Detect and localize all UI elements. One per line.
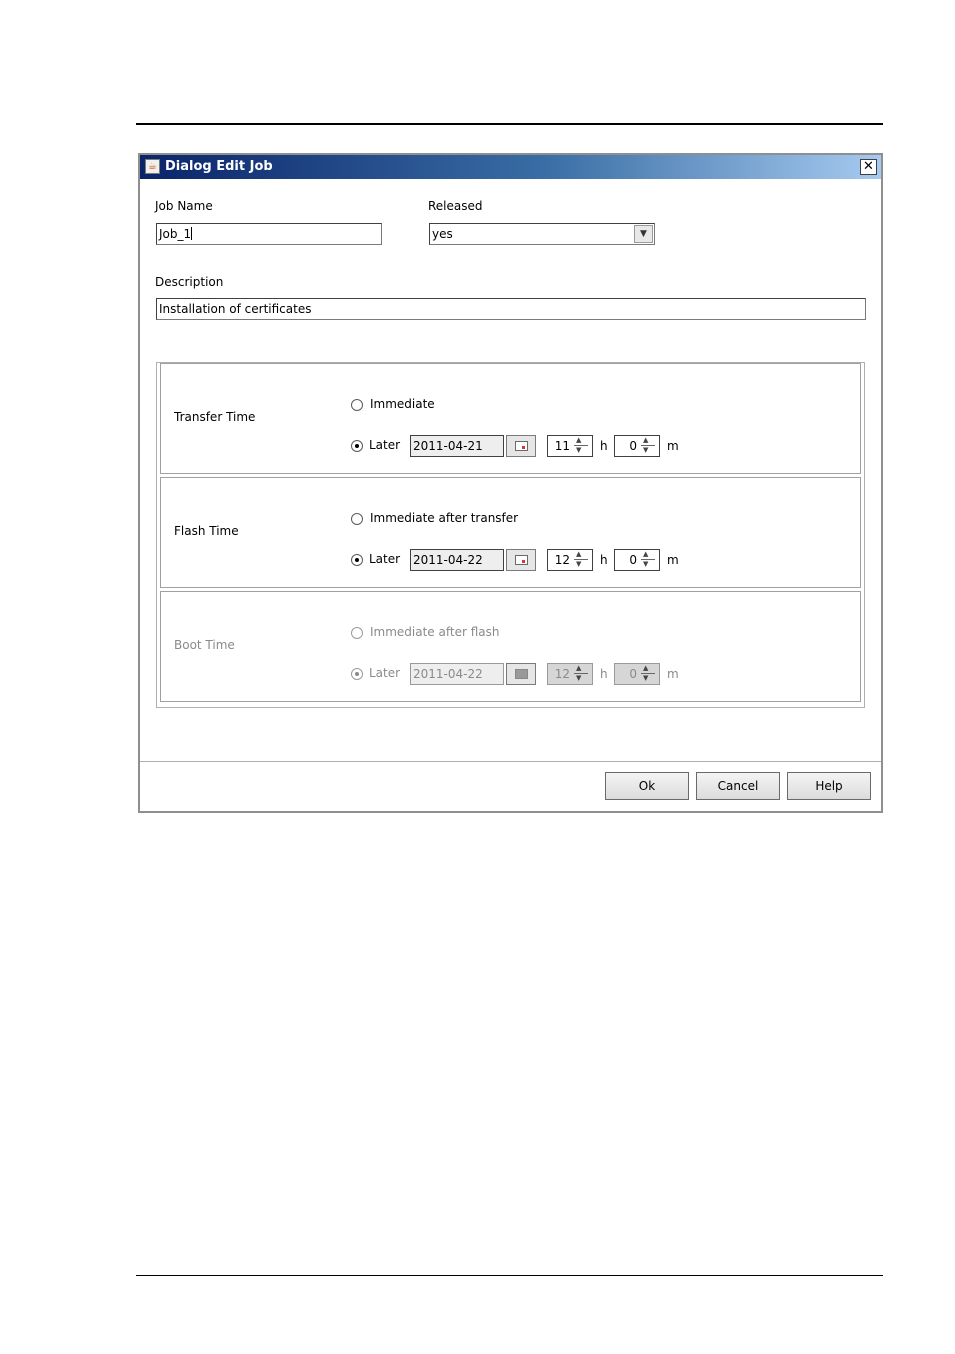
boot-date-field: 2011-04-22 [410, 663, 504, 685]
transfer-immediate-label: Immediate [370, 397, 435, 411]
flash-immediate-radio[interactable] [351, 513, 363, 525]
transfer-hour-value: 11 [554, 439, 570, 453]
flash-immediate-label: Immediate after transfer [370, 511, 519, 525]
boot-hour-value: 12 [554, 667, 570, 681]
hour-unit-label: h [600, 439, 608, 453]
close-icon[interactable]: ✕ [860, 159, 877, 175]
calendar-icon [515, 441, 528, 451]
released-value: yes [432, 227, 453, 241]
ok-button[interactable]: Ok [605, 772, 689, 800]
java-app-icon: ☕ [145, 159, 160, 174]
dialog-edit-job [138, 153, 883, 813]
flash-time-label: Flash Time [174, 524, 239, 538]
spinner-arrows-icon[interactable] [572, 438, 590, 454]
boot-time-section [160, 591, 861, 702]
job-name-input[interactable] [156, 223, 382, 245]
minute-unit-label: m [667, 667, 679, 681]
text-caret [191, 227, 192, 240]
transfer-hour-spinner[interactable] [547, 435, 593, 457]
dropdown-arrow-icon[interactable]: ▼ [634, 225, 653, 243]
help-button[interactable]: Help [787, 772, 871, 800]
flash-date-field[interactable]: 2011-04-22 [410, 549, 504, 571]
hour-unit-label: h [600, 553, 608, 567]
transfer-immediate-radio[interactable] [351, 399, 363, 411]
boot-later-label: Later [369, 666, 401, 680]
cancel-button[interactable]: Cancel [696, 772, 780, 800]
boot-later-radio [351, 668, 363, 680]
released-label: Released [428, 199, 483, 213]
page-footer-rule [136, 1275, 883, 1276]
boot-minute-spinner [614, 663, 660, 685]
transfer-calendar-button[interactable] [506, 435, 536, 457]
boot-immediate-radio [351, 627, 363, 639]
released-select[interactable] [429, 223, 655, 245]
boot-hour-spinner [547, 663, 593, 685]
minute-unit-label: m [667, 553, 679, 567]
dialog-body [140, 179, 881, 811]
transfer-time-label: Transfer Time [174, 410, 256, 424]
transfer-minute-value: 0 [629, 439, 637, 453]
flash-minute-spinner[interactable] [614, 549, 660, 571]
schedule-panel [156, 362, 865, 708]
page-header-rule [136, 123, 883, 125]
flash-time-section [160, 477, 861, 588]
flash-hour-spinner[interactable] [547, 549, 593, 571]
flash-later-radio[interactable] [351, 554, 363, 566]
spinner-arrows-icon [639, 666, 657, 682]
flash-later-label: Later [369, 552, 401, 566]
spinner-arrows-icon[interactable] [639, 438, 657, 454]
flash-calendar-button[interactable] [506, 549, 536, 571]
title-bar[interactable] [140, 155, 881, 179]
transfer-later-radio[interactable] [351, 440, 363, 452]
job-name-label: Job Name [155, 199, 213, 213]
transfer-date-field[interactable]: 2011-04-21 [410, 435, 504, 457]
calendar-icon [515, 669, 528, 679]
boot-minute-value: 0 [629, 667, 637, 681]
transfer-time-section [160, 363, 861, 474]
spinner-arrows-icon[interactable] [639, 552, 657, 568]
spinner-arrows-icon[interactable] [572, 552, 590, 568]
calendar-icon [515, 555, 528, 565]
dialog-title: Dialog Edit Job [165, 159, 273, 174]
boot-calendar-button [506, 663, 536, 685]
job-name-value: Job_1 [159, 227, 192, 241]
boot-time-label: Boot Time [174, 638, 235, 652]
spinner-arrows-icon [572, 666, 590, 682]
description-label: Description [155, 275, 224, 289]
boot-immediate-label: Immediate after flash [370, 625, 500, 639]
hour-unit-label: h [600, 667, 608, 681]
button-bar-divider [140, 761, 881, 762]
transfer-later-label: Later [369, 438, 401, 452]
minute-unit-label: m [667, 439, 679, 453]
flash-hour-value: 12 [554, 553, 570, 567]
flash-minute-value: 0 [629, 553, 637, 567]
transfer-minute-spinner[interactable] [614, 435, 660, 457]
description-input[interactable]: Installation of certificates [156, 298, 866, 320]
